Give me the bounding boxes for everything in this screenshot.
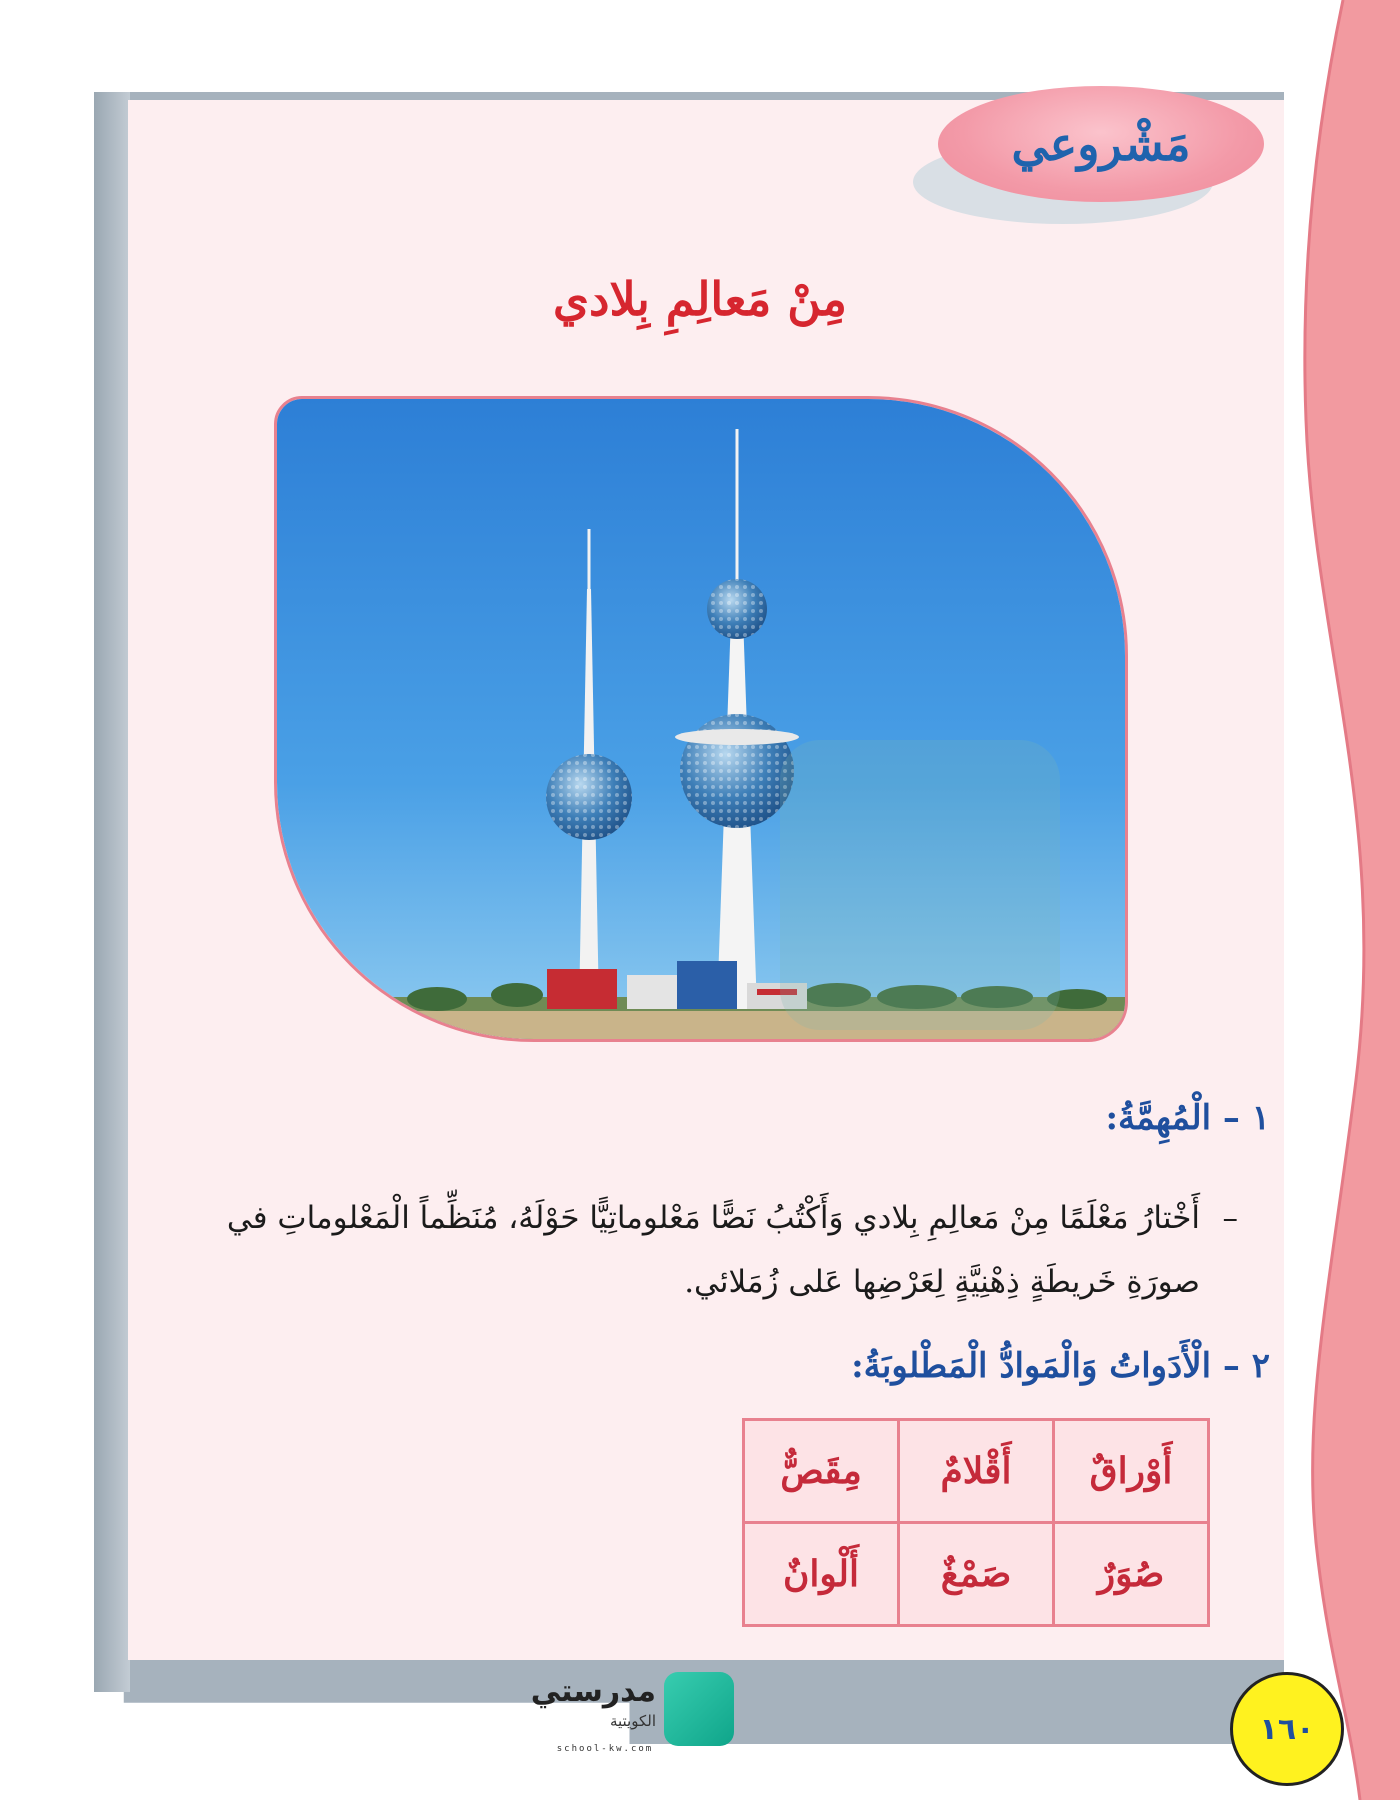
- materials-heading: ٢ – الْأَدَواتُ وَالْمَوادُّ الْمَطْلوبَةُ:: [851, 1346, 1270, 1386]
- material-item: أَقْلامٌ: [899, 1420, 1054, 1523]
- project-badge: [938, 86, 1264, 202]
- project-badge-label: مَشْروعي: [1011, 117, 1191, 171]
- kuwait-towers-photo: [274, 396, 1128, 1042]
- task-description: أَخْتارُ مَعْلَمًا مِنْ مَعالِمِ بِلادي وَأَكْتُبُ نَصًّا مَعْلوماتِيًّا حَوْلَهُ، مُنَظِّماً الْمَعْلوماتِ في صورَةِ خَريطَةٍ ذِهْنِيَّةٍ لِعَرْضِها عَلى زُمَلائي.: [226, 1200, 1200, 1300]
- material-item: مِقَصٌّ: [744, 1420, 899, 1523]
- task-bullet-dash: –: [1222, 1200, 1238, 1236]
- logo-name: مدرستي: [530, 1674, 656, 1709]
- madrasati-logo[interactable]: [530, 1668, 750, 1768]
- page-number: ١٦٠: [1230, 1672, 1344, 1786]
- logo-icon: [664, 1672, 734, 1746]
- materials-row: [744, 1420, 1209, 1523]
- logo-url: school-kw.com: [556, 1744, 654, 1754]
- materials-row: [744, 1523, 1209, 1626]
- material-item: أَوْراقٌ: [1054, 1420, 1209, 1523]
- materials-table: [742, 1418, 1210, 1627]
- task-heading: ١ – الْمُهِمَّةُ:: [1105, 1098, 1270, 1138]
- material-item: أَلْوانٌ: [744, 1523, 899, 1626]
- logo-subtitle: الكويتية: [609, 1712, 656, 1730]
- material-item: صُوَرٌ: [1054, 1523, 1209, 1626]
- page-title: مِنْ مَعالِمِ بِلادي: [553, 272, 847, 326]
- sheet-edge: [94, 92, 130, 1692]
- material-item: صَمْغٌ: [899, 1523, 1054, 1626]
